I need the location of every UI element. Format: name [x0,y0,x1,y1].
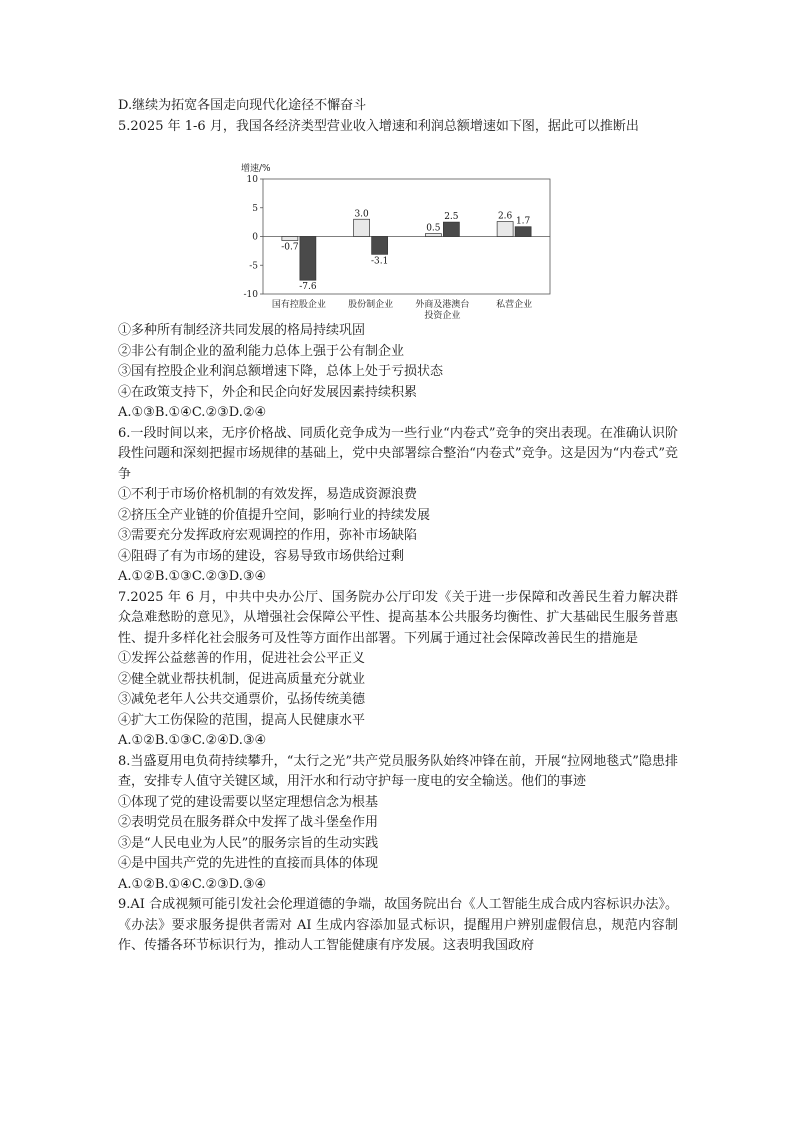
data-label: 0.5 [426,223,441,234]
choice-item: ③需要充分发挥政府宏观调控的作用，弥补市场缺陷 [118,528,418,543]
bar-profit [300,237,316,281]
choice-item: ①不利于市场价格机制的有效发挥，易造成资源浪费 [118,487,418,502]
answer-options: A.①②B.①③C.②④D.③④ [118,733,267,748]
question-6 [118,424,678,588]
choice-item: ③是“人民电业为人民”的服务宗旨的生动实践 [118,835,379,851]
choice-item: ②挤压全产业链的价值提升空间，影响行业的持续发展 [118,507,431,523]
data-label: 2.6 [497,211,513,222]
answer-options: A.①②B.①③C.②③D.③④ [118,569,267,584]
y-tick-label: 10 [246,175,258,185]
question-9 [118,895,678,957]
choice-item: ④阻碍了有为市场的建设，容易导致市场供给过剩 [118,548,405,564]
choice-item: ②非公有制企业的盈利能力总体上强于公有制企业 [118,343,405,359]
choice-item: ①发挥公益慈善的作用，促进社会公平正义 [118,651,366,666]
category-label: 投资企业 [424,311,461,319]
choice-item: ④扩大工伤保险的范围，提高人民健康水平 [118,712,366,728]
choice-item: ①多种所有制经济共同发展的格局持续巩固 [118,323,366,338]
category-label: 外商及港澳台 [415,300,470,310]
bar-revenue [354,219,370,236]
choice-item: ①体现了党的建设需要以坚定理想信念为根基 [118,794,379,810]
question-8 [118,752,678,896]
data-label: -3.1 [370,256,389,267]
choice-item: ②健全就业帮扶机制，促进高质量充分就业 [118,671,366,687]
data-label: 3.0 [354,209,369,220]
question-stem: 8.当盛夏用电负荷持续攀升，“太行之光”共产党员服务队始终冲锋在前，开展“拉网地毯式”隐患排查，安排专人值守关键区域，用汗水和行动守护每一度电的安全输送。他们的事迹 [118,753,678,789]
choice-item: ②表明党员在服务群众中发挥了战斗堡垒作用 [118,815,379,830]
option-d-previous: D.继续为拓宽各国走向现代化途径不懈奋斗 [118,98,367,113]
answer-options: A.①③B.①④C.②③D.②④ [118,405,267,420]
data-label: 1.7 [515,216,531,227]
question-stem: 5.2025 年 1-6 月，我国各经济类型营业收入增速和利润总额增速如下图，据此可以推断出 [118,118,639,134]
y-axis-label: 增速/% [241,164,271,174]
choice-item: ④是中国共产党的先进性的直接而具体的体现 [118,856,379,871]
question-7 [118,588,678,752]
y-tick-label: -10 [243,290,258,300]
category-label: 私营企业 [496,300,533,310]
y-tick-label: 5 [252,203,258,214]
bar-chart [118,139,678,319]
bar-revenue [282,237,298,241]
bar-profit [515,227,531,237]
data-label: -0.7 [281,242,299,253]
choice-item: ③减免老年人公共交通票价，弘扬传统美德 [118,692,366,707]
question-5 [118,117,678,424]
bar-revenue [425,234,441,237]
bar-profit [372,237,388,255]
bar-revenue [497,222,513,237]
category-label: 股份制企业 [348,300,394,310]
y-tick-label: 0 [252,232,258,243]
document-page [118,96,678,957]
chart-svg [118,139,678,319]
answer-options: A.①②B.①④C.②③D.③④ [118,876,267,892]
bar-profit [443,222,459,236]
question-stem: 6.一段时间以来，无序价格战、同质化竞争成为一些行业“内卷式”竞争的突出表现。在准确认识阶段性问题和深刻把握市场规律的基础上，党中央部署综合整治“内卷式”竞争。这是因为“内卷式”竞争 [118,425,678,482]
category-label: 国有控股企业 [271,300,326,310]
choice-item: ③国有控股企业利润总额增速下降，总体上处于亏损状态 [118,364,444,379]
question-stem: 7.2025 年 6 月，中共中央办公厅、国务院办公厅印发《关于进一步保障和改善民生着力解决群众急难愁盼的意见》，从增强社会保障公平性、提高基本公共服务均衡性、扩大基础民生服务普惠性、提升多样化社会服务可及性等方面作出部署。下列属于通过社会保障改善民生的措施是 [118,589,678,646]
y-tick-label: -5 [249,261,258,272]
question-stem: 9.AI 合成视频可能引发社会伦理道德的争端，故国务院出台《人工智能生成合成内容标识办法》。《办法》要求服务提供者需对 AI 生成内容添加显式标识，提醒用户辨别虚假信息，规范内容制作、传播各环节标识行为，推动人工智能健康有序发展。这表明我国政府 [118,897,678,953]
data-label: 2.5 [444,212,459,223]
choice-item: ④在政策支持下，外企和民企向好发展因素持续积累 [118,384,418,400]
data-label: -7.6 [299,282,317,293]
